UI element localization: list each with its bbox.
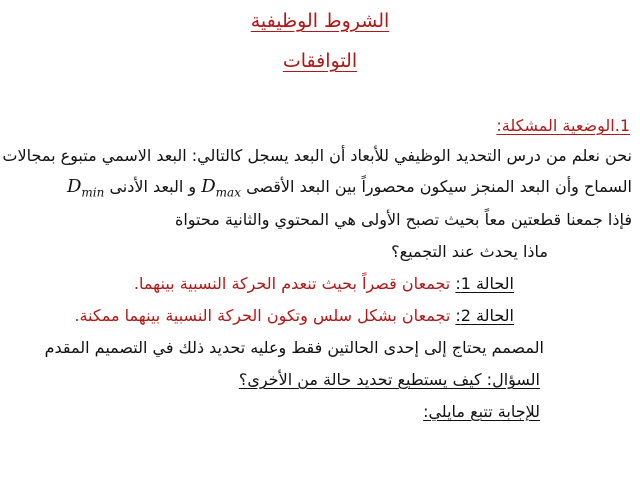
dmax-symbol: [201, 176, 241, 200]
page-subtitle: التوافقات: [282, 50, 358, 72]
problem-line-1: نحن نعلم من درس التحديد الوظيفي للأبعاد أن البعد يسجل كالتالي: البعد الاسمي متبوع بمجالات: [2, 146, 632, 165]
case-2-text: تجمعان بشكل سلس وتكون الحركة النسبية بينهما ممكنة.: [74, 306, 451, 325]
conclusion-line: المصمم يحتاج إلى إحدى الحالتين فقط وعليه تحديد ذلك في التصميم المقدم: [44, 338, 544, 357]
page-title: الشروط الوظيفية: [250, 10, 390, 32]
answer-intro: للإجابة تتبع مايلي:: [423, 402, 540, 421]
dmin-symbol: [66, 176, 105, 200]
case-2: [74, 306, 514, 325]
case-2-label: الحالة 2:: [455, 306, 514, 325]
dmin-base: D: [66, 176, 82, 197]
problem-line-2: [67, 176, 632, 200]
dmax-base: D: [201, 176, 216, 197]
case-1-label: الحالة 1:: [455, 274, 514, 293]
problem-line-2-start: السماح وأن البعد المنجز سيكون محصوراً بين البعد الأقصى: [246, 177, 632, 196]
dmin-sub: min: [81, 185, 105, 200]
case-1-text: تجمعان قصراً بحيث تنعدم الحركة النسبية بينهما.: [133, 274, 451, 293]
problem-line-2-mid: و البعد الأدنى: [109, 177, 197, 196]
case-1: [134, 274, 514, 293]
dmax-sub: max: [215, 185, 241, 200]
conclusion-question: السؤال: كيف يستطيع تحديد حالة من الأخرى؟: [238, 370, 540, 389]
problem-heading: 1.الوضعية المشكلة:: [496, 116, 630, 135]
assembly-question: ماذا يحدث عند التجميع؟: [391, 242, 548, 261]
problem-line-3: فإذا جمعنا قطعتين معاً بحيث تصبح الأولى هي المحتوي والثانية محتواة: [174, 210, 632, 229]
